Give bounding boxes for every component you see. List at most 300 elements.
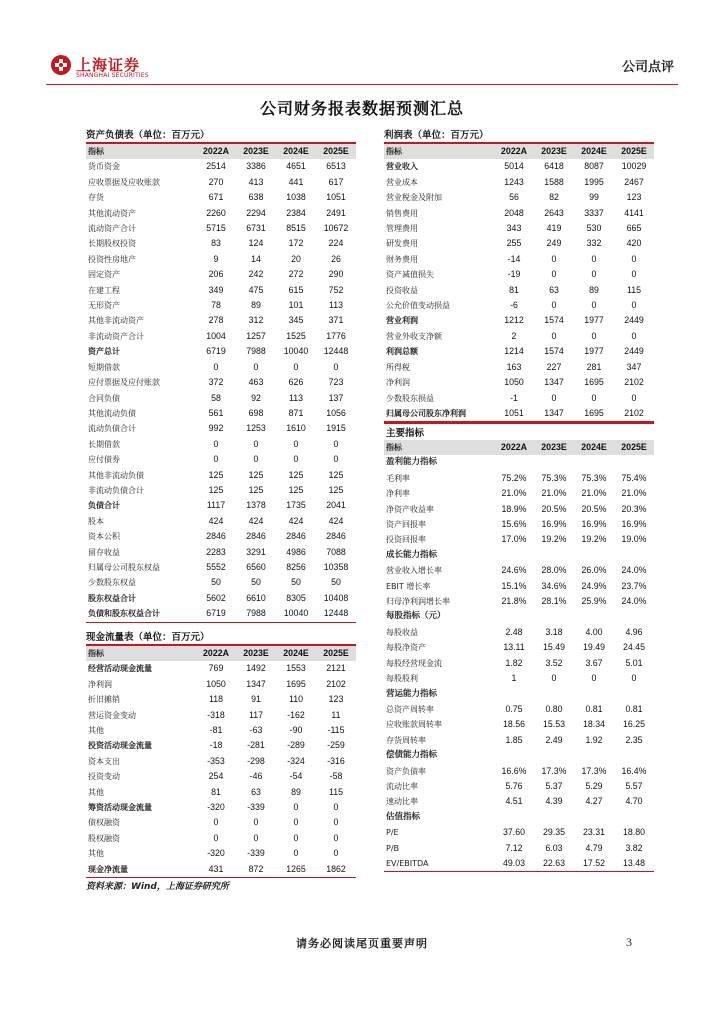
table-row <box>384 702 654 717</box>
value-cell: 424 <box>208 515 224 526</box>
row-label: 营运能力指标 <box>386 688 438 699</box>
value-cell: 617 <box>328 176 344 187</box>
table-row <box>86 575 356 590</box>
value-cell: 431 <box>196 862 236 878</box>
row-label: 成长能力指标 <box>386 549 438 560</box>
row-label: 筹资活动现金流量 <box>88 803 152 813</box>
value-cell: 125 <box>208 484 224 495</box>
value-cell: 25.9% <box>581 596 607 607</box>
table-row <box>86 498 356 513</box>
table-row <box>384 471 654 486</box>
value-cell: 19.49 <box>582 642 605 653</box>
value-cell: 1117 <box>206 500 226 511</box>
value-cell <box>614 687 654 702</box>
value-cell: 290 <box>328 269 344 280</box>
row-label: 流动比率 <box>386 781 418 791</box>
value-cell: 8515 <box>286 223 306 234</box>
row-label: 销售费用 <box>386 208 418 218</box>
value-cell: 2449 <box>624 346 644 357</box>
value-cell: 1695 <box>286 678 306 689</box>
value-cell: 698 <box>248 407 264 418</box>
value-cell: 10358 <box>323 561 349 572</box>
row-label: 研发费用 <box>386 239 418 249</box>
row-label: EBIT 增长率 <box>386 581 431 591</box>
value-cell: 89 <box>291 786 301 797</box>
table-row <box>384 298 654 313</box>
value-cell: 63 <box>251 786 261 797</box>
value-cell: -18 <box>209 740 223 751</box>
value-cell: 50 <box>251 577 261 588</box>
value-cell: 0 <box>253 438 259 449</box>
value-cell: 312 <box>248 315 264 326</box>
value-cell: 615 <box>288 284 304 295</box>
value-cell: 89 <box>589 284 599 295</box>
table-row <box>384 283 654 298</box>
value-cell: 249 <box>546 238 562 249</box>
value-cell: 424 <box>248 515 264 526</box>
value-cell: 420 <box>626 238 642 249</box>
value-cell: -259 <box>327 740 345 751</box>
table-row <box>384 455 654 470</box>
value-cell: 0 <box>293 454 299 465</box>
row-label: 营业收入增长率 <box>386 566 442 576</box>
value-cell: 2.49 <box>545 734 563 745</box>
table-row <box>384 406 654 422</box>
table-row <box>86 514 356 529</box>
value-cell: 1977 <box>584 346 604 357</box>
value-cell: 7988 <box>236 606 276 622</box>
value-cell: 24.6% <box>501 565 527 576</box>
table-row <box>384 640 654 655</box>
table-row <box>384 532 654 547</box>
value-cell: 332 <box>586 238 602 249</box>
value-cell: 723 <box>328 377 344 388</box>
row-label: 其他 <box>88 726 104 736</box>
value-cell: 23.7% <box>621 580 647 591</box>
value-cell <box>614 455 654 470</box>
page-title: 公司财务报表数据预测汇总 <box>259 99 464 118</box>
value-cell: 163 <box>506 361 522 372</box>
table-row <box>86 313 356 328</box>
value-cell: 1977 <box>584 315 604 326</box>
value-cell: 0 <box>591 673 597 684</box>
value-cell: 15.53 <box>542 719 565 730</box>
value-cell: 20.3% <box>621 503 647 514</box>
row-label: 归属母公司股东净利润 <box>384 406 494 422</box>
row-label: 负债合计 <box>88 501 120 511</box>
key-metrics-table <box>384 440 654 872</box>
value-cell: 424 <box>288 515 304 526</box>
value-cell: 16.6% <box>501 765 527 776</box>
value-cell: 1050 <box>504 377 524 388</box>
table-row <box>86 406 356 421</box>
value-cell: 0 <box>253 817 259 828</box>
value-cell: 1588 <box>544 176 564 187</box>
value-cell: 0 <box>213 454 219 465</box>
value-cell: 1347 <box>534 406 574 422</box>
value-cell: 0 <box>253 454 259 465</box>
row-label: 所得税 <box>386 362 410 372</box>
row-label: 估值指标 <box>386 811 421 822</box>
value-cell: 21.0% <box>621 488 647 499</box>
value-cell: -339 <box>247 848 265 859</box>
value-cell: 4.00 <box>585 626 603 637</box>
value-cell: -46 <box>249 771 263 782</box>
value-cell: 1574 <box>544 315 564 326</box>
value-cell: 0 <box>253 361 259 372</box>
value-cell: 21.0% <box>581 488 607 499</box>
value-cell: 2514 <box>206 161 226 172</box>
table-row <box>86 329 356 344</box>
key-metrics-title <box>386 425 654 439</box>
value-cell: 0 <box>631 253 637 264</box>
table-row <box>384 175 654 190</box>
row-label: 资本支出 <box>88 756 120 766</box>
value-cell: 24.0% <box>621 596 647 607</box>
row-label: 每股收益 <box>386 627 418 637</box>
row-label: 营业外收支净额 <box>386 331 442 341</box>
table-row <box>384 267 654 282</box>
row-label: 应收账款周转率 <box>386 720 442 730</box>
value-cell: 1243 <box>504 176 524 187</box>
value-cell: 0 <box>333 802 339 813</box>
column-header-year: 2025E <box>316 144 356 159</box>
table-row <box>384 236 654 251</box>
value-cell: 124 <box>248 238 264 249</box>
value-cell: 1265 <box>276 862 316 878</box>
table-row <box>86 606 356 622</box>
row-label: 其他非流动负债 <box>88 470 144 480</box>
row-label: 营业税金及附加 <box>386 193 442 203</box>
table-header-row <box>86 144 356 159</box>
value-cell: 123 <box>328 694 344 705</box>
value-cell: 871 <box>288 407 304 418</box>
value-cell: 5552 <box>206 561 226 572</box>
value-cell: 28.1% <box>541 596 567 607</box>
value-cell: 17.0% <box>501 534 527 545</box>
value-cell: 10040 <box>283 346 309 357</box>
value-cell: 81 <box>211 786 221 797</box>
income-statement-title-text: 利润表（单位：百万元） <box>384 130 489 141</box>
value-cell: 5.57 <box>625 780 643 791</box>
value-cell <box>574 609 614 624</box>
value-cell: -115 <box>327 725 345 736</box>
value-cell: 56 <box>509 192 519 203</box>
value-cell: 441 <box>288 176 304 187</box>
value-cell: 115 <box>328 786 344 797</box>
column-header-year: 2024E <box>276 144 316 159</box>
table-row <box>384 764 654 779</box>
column-header-year: 2022A <box>196 144 236 159</box>
value-cell: -281 <box>247 740 265 751</box>
value-cell: 2102 <box>326 678 346 689</box>
row-label: 公允价值变动损益 <box>386 301 450 311</box>
value-cell: 18.9% <box>501 503 527 514</box>
row-label: 资产回报率 <box>386 520 426 530</box>
value-cell: 22.63 <box>534 856 574 872</box>
row-label: 净利率 <box>386 489 410 499</box>
value-cell: 58 <box>211 392 221 403</box>
value-cell: 2102 <box>624 377 644 388</box>
row-label: 长期股权投资 <box>88 239 136 249</box>
value-cell: 1050 <box>206 678 226 689</box>
value-cell: 16.4% <box>621 765 647 776</box>
value-cell: -353 <box>207 755 225 766</box>
value-cell: 21.0% <box>541 488 567 499</box>
value-cell: 10408 <box>323 592 349 603</box>
value-cell: 3337 <box>584 207 604 218</box>
value-cell: 413 <box>248 176 264 187</box>
value-cell: -1 <box>510 392 518 403</box>
value-cell: -298 <box>247 755 265 766</box>
value-cell: 638 <box>248 192 264 203</box>
column-header-year: 2022A <box>196 646 236 661</box>
value-cell: 0 <box>591 392 597 403</box>
column-header-year: 2024E <box>574 440 614 455</box>
value-cell: 0.81 <box>585 703 603 714</box>
value-cell: 0 <box>213 361 219 372</box>
row-label: 股东权益合计 <box>88 593 136 603</box>
value-cell <box>494 687 534 702</box>
value-cell: 15.1% <box>501 580 527 591</box>
table-row <box>86 267 356 282</box>
value-cell: 1.92 <box>585 734 603 745</box>
row-label: 非流动负债合计 <box>88 485 144 495</box>
row-label: P/B <box>386 843 400 853</box>
value-cell: 81 <box>509 284 519 295</box>
value-cell: 2260 <box>206 207 226 218</box>
value-cell: -58 <box>329 771 343 782</box>
value-cell: 117 <box>248 709 264 720</box>
value-cell <box>494 748 534 763</box>
column-header-indicator: 指标 <box>86 144 196 159</box>
value-cell: 3386 <box>246 161 266 172</box>
table-row <box>86 862 356 878</box>
value-cell: 0 <box>213 817 219 828</box>
value-cell: 19.0% <box>621 534 647 545</box>
row-label: 货币资金 <box>88 162 120 172</box>
value-cell: 5014 <box>504 161 524 172</box>
value-cell: 1574 <box>544 346 564 357</box>
value-cell: -339 <box>247 802 265 813</box>
value-cell: 113 <box>328 300 344 311</box>
value-cell: -162 <box>287 709 305 720</box>
row-label: 无形资产 <box>88 301 120 311</box>
row-label: 偿债能力指标 <box>386 750 438 761</box>
value-cell: 110 <box>288 694 304 705</box>
value-cell: 0 <box>293 817 299 828</box>
column-header-year: 2025E <box>614 440 654 455</box>
value-cell <box>574 810 614 825</box>
value-cell: 0.81 <box>625 703 643 714</box>
logo-subtitle: SHANGHAI SECURITIES <box>76 72 149 79</box>
table-row <box>384 856 654 872</box>
value-cell: 242 <box>248 269 264 280</box>
column-header-year: 2023E <box>534 144 574 159</box>
value-cell: 626 <box>288 377 304 388</box>
value-cell: 50 <box>331 577 341 588</box>
value-cell: 24.9% <box>581 580 607 591</box>
value-cell: 125 <box>248 484 264 495</box>
value-cell: 13.48 <box>614 856 654 872</box>
row-label: 少数股东权益 <box>88 578 136 588</box>
value-cell: 665 <box>626 223 642 234</box>
value-cell: 1695 <box>584 377 604 388</box>
value-cell <box>494 548 534 563</box>
value-cell: 125 <box>288 469 304 480</box>
value-cell: 15.49 <box>542 642 565 653</box>
value-cell: 3.67 <box>585 657 603 668</box>
table-row <box>86 723 356 738</box>
value-cell: 0 <box>293 832 299 843</box>
value-cell: 2449 <box>624 315 644 326</box>
value-cell <box>574 687 614 702</box>
value-cell: 9 <box>213 253 219 264</box>
value-cell: 13.11 <box>503 642 525 653</box>
value-cell: 7088 <box>326 546 346 557</box>
row-label: 投资变动 <box>88 772 120 782</box>
value-cell: 2294 <box>246 207 266 218</box>
value-cell: 8087 <box>584 161 604 172</box>
value-cell: -316 <box>327 755 345 766</box>
column-header-year: 2022A <box>494 440 534 455</box>
table-row <box>86 360 356 375</box>
value-cell: 1253 <box>246 423 266 434</box>
table-row <box>384 486 654 501</box>
row-label: 应付债券 <box>88 455 120 465</box>
table-row <box>384 190 654 205</box>
value-cell: 0 <box>631 330 637 341</box>
key-metrics-title-text: 主要指标 <box>386 428 425 439</box>
row-label: 营业成本 <box>386 177 418 187</box>
row-label: 长期借款 <box>88 439 120 449</box>
row-label: 总资产周转率 <box>386 704 434 714</box>
table-row <box>86 661 356 676</box>
row-label: 投资收益 <box>386 285 418 295</box>
table-row <box>86 800 356 815</box>
table-row <box>384 841 654 856</box>
value-cell: 1347 <box>544 377 564 388</box>
table-row <box>384 563 654 578</box>
row-label: 每股净资产 <box>386 643 426 653</box>
value-cell: 0 <box>213 438 219 449</box>
row-label: 其他 <box>88 849 104 859</box>
value-cell: 424 <box>328 515 344 526</box>
table-row <box>86 591 356 606</box>
column-header-indicator: 指标 <box>384 144 494 159</box>
table-row <box>384 502 654 517</box>
value-cell: 1 <box>511 673 517 684</box>
value-cell: 6719 <box>206 346 226 357</box>
table-row <box>384 517 654 532</box>
balance-sheet-title-text: 资产负债表（单位：百万元） <box>86 130 210 141</box>
value-cell: 0 <box>333 848 339 859</box>
value-cell: 125 <box>288 484 304 495</box>
value-cell: 82 <box>549 192 559 203</box>
income-statement-title <box>384 127 654 141</box>
row-label: 其他 <box>88 787 104 797</box>
row-label: 净利润 <box>88 679 112 689</box>
value-cell: -90 <box>289 725 303 736</box>
value-cell: 2.35 <box>625 734 643 745</box>
value-cell: 1051 <box>326 192 346 203</box>
value-cell: 1995 <box>584 176 604 187</box>
value-cell: 254 <box>208 771 224 782</box>
value-cell: 530 <box>586 223 602 234</box>
value-cell: 2102 <box>614 406 654 422</box>
value-cell: 752 <box>328 284 344 295</box>
table-row <box>86 692 356 707</box>
value-cell: 992 <box>208 423 224 434</box>
row-label: 营业收入 <box>386 162 418 172</box>
value-cell: 21.0% <box>501 488 527 499</box>
value-cell: 1038 <box>286 192 306 203</box>
table-row <box>384 375 654 390</box>
value-cell: 0 <box>293 848 299 859</box>
value-cell: 24.0% <box>621 565 647 576</box>
value-cell: 125 <box>248 469 264 480</box>
value-cell: 15.6% <box>501 519 527 530</box>
key-metrics-top-rule <box>384 422 654 424</box>
value-cell: 0 <box>213 832 219 843</box>
table-row <box>384 810 654 825</box>
value-cell: 349 <box>208 284 224 295</box>
value-cell: 4.79 <box>585 842 603 853</box>
value-cell: -6 <box>510 300 518 311</box>
value-cell <box>614 548 654 563</box>
value-cell <box>534 687 574 702</box>
table-row <box>384 594 654 609</box>
value-cell: 278 <box>208 315 224 326</box>
value-cell: 89 <box>251 300 261 311</box>
value-cell: 2121 <box>326 663 346 674</box>
row-label: 流动资产合计 <box>88 224 136 234</box>
table-row <box>384 252 654 267</box>
row-label: 资产减值损失 <box>386 270 434 280</box>
table-row <box>86 437 356 452</box>
value-cell: 1.85 <box>505 734 523 745</box>
value-cell: 3.18 <box>545 626 563 637</box>
table-row <box>86 298 356 313</box>
row-label: 其他非流动资产 <box>88 316 144 326</box>
value-cell: -324 <box>287 755 305 766</box>
row-label: P/E <box>386 828 399 838</box>
table-header-row <box>86 646 356 661</box>
value-cell: 0 <box>333 438 339 449</box>
value-cell: 0 <box>591 330 597 341</box>
balance-sheet-table <box>86 144 356 623</box>
row-label: 存货 <box>88 193 104 203</box>
row-label: 每股经营现金流 <box>386 658 442 668</box>
value-cell: 2 <box>511 330 517 341</box>
value-cell: 99 <box>589 192 599 203</box>
value-cell: 6513 <box>326 161 346 172</box>
value-cell: 16.25 <box>622 719 645 730</box>
row-label: 管理费用 <box>386 224 418 234</box>
value-cell: 0 <box>551 673 557 684</box>
value-cell: 125 <box>328 469 344 480</box>
row-label: 资产负债率 <box>386 766 426 776</box>
table-row <box>86 815 356 830</box>
value-cell: 2384 <box>286 207 306 218</box>
table-row <box>384 344 654 359</box>
value-cell: 4141 <box>624 207 644 218</box>
value-cell: 4986 <box>286 546 306 557</box>
value-cell: 6560 <box>246 561 266 572</box>
value-cell: 10672 <box>323 223 349 234</box>
value-cell: 1056 <box>326 407 346 418</box>
value-cell: 372 <box>208 377 224 388</box>
